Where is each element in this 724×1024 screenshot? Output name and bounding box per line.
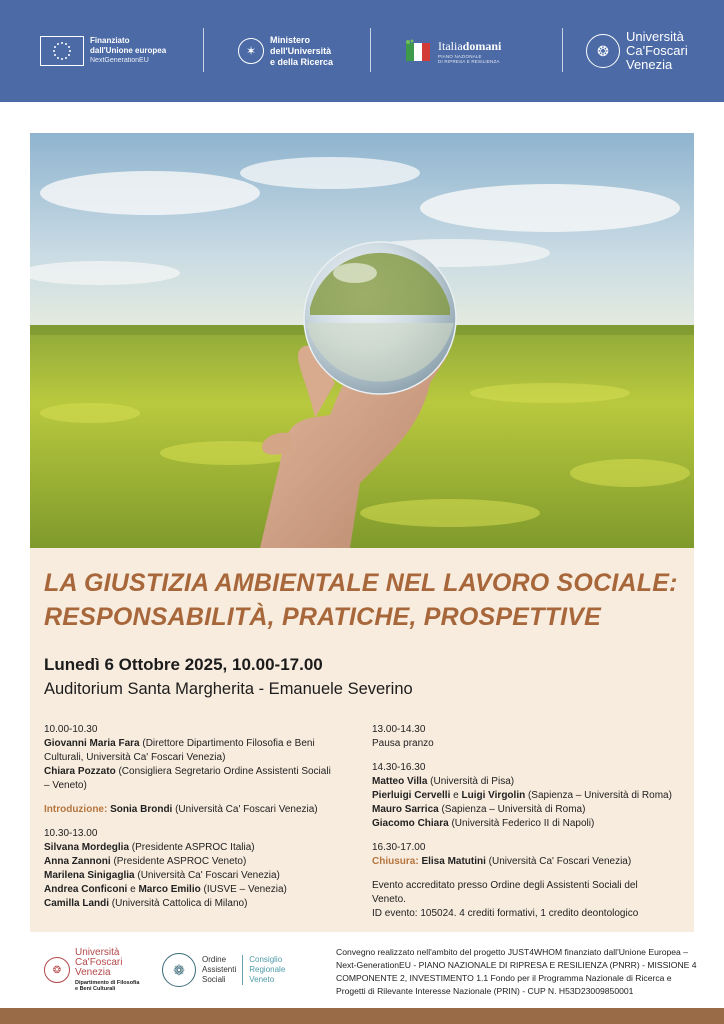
header-divider (370, 28, 371, 72)
dfbc-sub2: e Beni Culturali (75, 986, 116, 992)
mur-line3: e della Ricerca (270, 56, 334, 67)
speaker-name: Camilla Landi (44, 898, 110, 909)
speaker-name: Giovanni Maria Fara (44, 738, 140, 749)
oas-line3: Sociali (202, 975, 226, 984)
dfbc-line3: Venezia (75, 967, 111, 978)
event-title (44, 566, 684, 634)
session-block (44, 827, 334, 911)
dfbc-sub1: Dipartimento di Filosofia (75, 980, 140, 986)
unive-line3: Venezia (626, 57, 673, 72)
speaker-affiliation: (Sapienza – Università di Roma) (525, 790, 672, 801)
dfbc-line1: Università (75, 947, 120, 958)
speaker-affiliation: (Università Federico II di Napoli) (448, 818, 595, 829)
speaker-affiliation: (IUSVE – Venezia) (200, 884, 287, 895)
header-divider (562, 28, 563, 72)
header-divider (203, 28, 204, 72)
republic-emblem-icon: ✶ (238, 38, 264, 64)
spiral-emblem-icon: ❁ (162, 953, 196, 987)
hero-photo (30, 133, 694, 548)
speaker-affiliation: (Presidente ASPROC Italia) (129, 842, 255, 853)
speaker-affiliation: (Consigliera Segretario Ordine Assistenti Sociali – Veneto) (44, 766, 331, 791)
dfbc-line2: Ca'Foscari (75, 957, 123, 968)
mur-line2: dell'Università (270, 45, 332, 56)
accreditation-note (372, 879, 672, 921)
oas-line2: Assistenti (202, 965, 237, 974)
cr-line3: Veneto (249, 975, 275, 984)
speaker-name: Andrea Conficoni (44, 884, 128, 895)
session-time: 13.00-14.30 (372, 724, 426, 735)
event-title-line1: LA GIUSTIZIA AMBIENTALE NEL LAVORO SOCIALE: (44, 569, 678, 597)
session-block (372, 841, 672, 869)
program-right-column (372, 723, 672, 931)
conjunction: e (450, 790, 462, 801)
speaker-entry (372, 855, 672, 869)
session-block (372, 723, 672, 751)
speaker-name: Mauro Sarrica (372, 804, 439, 815)
speaker-affiliation: (Direttore Dipartimento Filosofia e Beni Culturali, Università Ca' Foscari Venezia) (44, 738, 315, 763)
speaker-entry (372, 789, 672, 803)
session-time: 16.30-17.00 (372, 842, 426, 853)
speaker-name: Marco Emilio (138, 884, 201, 895)
mur-logo (238, 0, 333, 102)
speaker-entry (44, 855, 334, 869)
speaker-name: Silvana Mordeglia (44, 842, 130, 853)
bottom-bar (0, 1008, 724, 1024)
speaker-entry (44, 841, 334, 855)
speaker-entry (372, 803, 672, 817)
speaker-name: Chiara Pozzato (44, 766, 116, 777)
cr-line2: Regionale (249, 965, 286, 974)
speaker-name: Elisa Matutini (418, 856, 486, 867)
italy-flag-icon (404, 39, 434, 63)
speaker-entry (44, 737, 334, 765)
program-left-column (44, 723, 334, 921)
eu-flag-icon (40, 36, 84, 66)
italiadomani-sub1: PIANO NAZIONALE (438, 53, 482, 59)
unive-line1: Università (626, 29, 684, 44)
session-time: 10.30-13.00 (44, 828, 98, 839)
eu-logo (40, 0, 166, 102)
italiadomani-logo (404, 0, 501, 102)
speaker-name: Giacomo Chiara (372, 818, 449, 829)
session-time: 14.30-16.30 (372, 762, 426, 773)
intro-block (44, 803, 334, 817)
unive-logo (586, 0, 688, 102)
conjunction: e (127, 884, 139, 895)
speaker-entry (44, 803, 334, 817)
speaker-entry (44, 883, 334, 897)
speaker-entry (372, 775, 672, 789)
speaker-affiliation: (Università Ca' Foscari Venezia) (485, 856, 632, 867)
italiadomani-brand-a: Italia (438, 38, 463, 53)
unive-seal-icon: ❂ (44, 957, 70, 983)
speaker-affiliation: (Università Ca' Foscari Venezia) (134, 870, 280, 881)
header-bar (0, 0, 724, 102)
speaker-affiliation: (Università di Pisa) (427, 776, 515, 787)
dfbc-logo (44, 948, 139, 992)
speaker-affiliation: (Università Cattolica di Milano) (109, 898, 248, 909)
event-title-line2: RESPONSABILITÀ, PRATICHE, PROSPETTIVE (44, 603, 601, 631)
mur-line1: Ministero (270, 34, 311, 45)
accreditation-line: ID evento: 105024. 4 crediti formativi, 1 credito deontologico (372, 908, 639, 919)
unive-seal-icon: ❂ (586, 34, 620, 68)
accreditation-line: Evento accreditato presso Ordine degli Assistenti Sociali del Veneto. (372, 880, 638, 905)
speaker-name: Anna Zannoni (44, 856, 111, 867)
eu-line2: dall'Unione europea (90, 46, 167, 55)
speaker-entry (44, 897, 334, 911)
italiadomani-brand-b: domani (462, 38, 502, 53)
session-time: 10.00-10.30 (44, 724, 98, 735)
eu-line1: Finanziato (90, 36, 130, 45)
session-block (44, 723, 334, 793)
speaker-entry (44, 869, 334, 883)
speaker-name: Marilena Sinigaglia (44, 870, 135, 881)
oas-line1: Ordine (202, 955, 227, 964)
eu-line3: NextGenerationEU (90, 57, 149, 64)
funding-note: Convegno realizzato nell'ambito del progetto JUST4WHOM finanziato dall'Unione Europea – Next-GenerationEU - PIANO NAZIONALE DI RIPRESA E RESILIENZA (PNRR) - MISSIONE 4 COMPONENTE 2, INVESTIMENTO 1.1 Fondo per il Programma Nazionale di Ricerca e Progetti di Rilevante Interesse Nazionale (PRIN) - CUP N. H53D23009850001 (336, 947, 697, 996)
speaker-affiliation: (Università Ca' Foscari Venezia) (172, 804, 318, 815)
unive-line2: Ca'Foscari (626, 43, 688, 58)
speaker-name: Matteo Villa (372, 776, 428, 787)
oas-logo (162, 953, 285, 987)
speaker-entry (44, 765, 334, 793)
cr-line1: Consiglio (249, 955, 283, 964)
session-block (372, 761, 672, 831)
speaker-name: Sonia Brondi (107, 804, 173, 815)
closing-label: Chiusura: (372, 856, 419, 867)
speaker-entry (372, 817, 672, 831)
speaker-name: Pierluigi Cervelli (372, 790, 451, 801)
speaker-affiliation: (Presidente ASPROC Veneto) (110, 856, 247, 867)
italiadomani-sub2: DI RIPRESA E RESILIENZA (438, 58, 500, 64)
event-venue: Auditorium Santa Margherita - Emanuele Severino (44, 680, 413, 698)
speaker-name: Luigi Virgolin (461, 790, 526, 801)
intro-label: Introduzione: (44, 804, 108, 815)
speaker-affiliation: (Sapienza – Università di Roma) (438, 804, 586, 815)
break-label: Pausa pranzo (372, 738, 434, 749)
event-date: Lunedì 6 Ottobre 2025, 10.00-17.00 (44, 655, 323, 674)
